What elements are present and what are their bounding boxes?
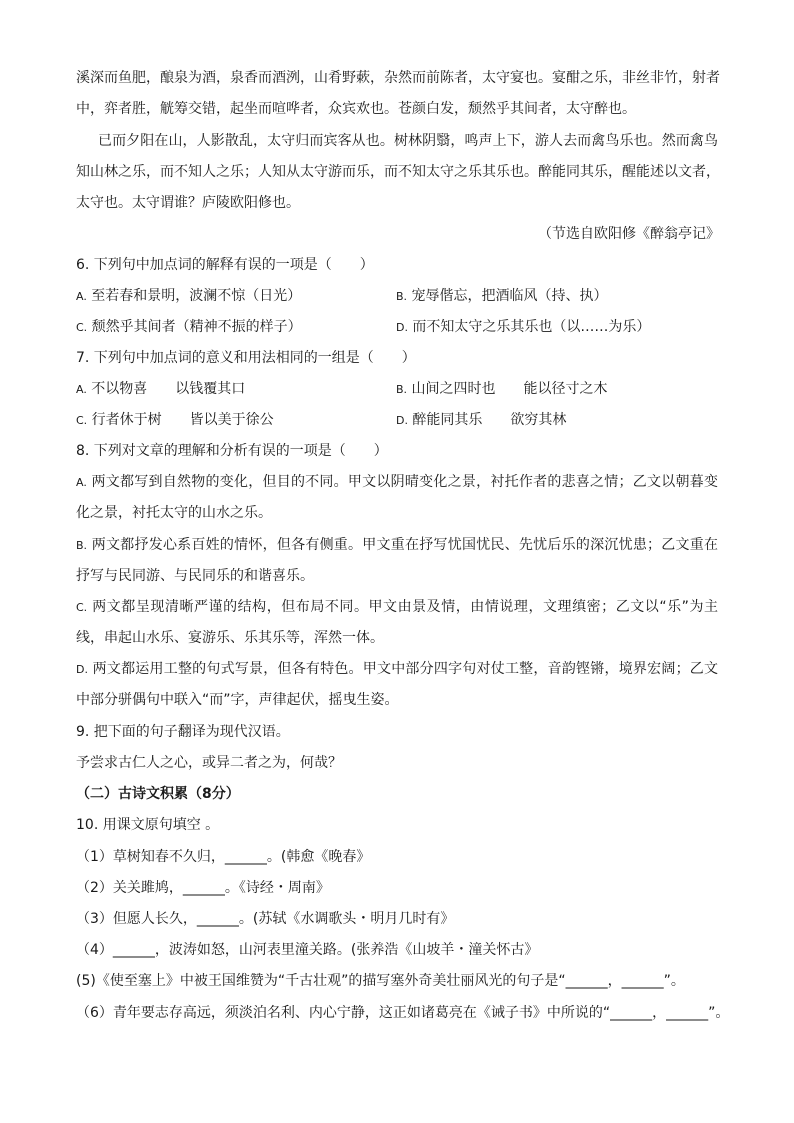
question-8-option-d-cont: 中部分骈偶句中联入“而”字，声律起伏，摇曳生姿。 (76, 692, 399, 708)
question-7-option-c (76, 410, 274, 431)
question-9-sentence: 予尝求古仁人之心，或异二者之为，何哉？ (76, 755, 342, 771)
question-7-option-d (396, 410, 566, 431)
option-letter: D. (396, 321, 408, 334)
question-6-option-d (396, 317, 650, 338)
question-10-stem: 10. 用课文原句填空 。 (76, 817, 220, 833)
question-10-item: （1）草树知春不久归，______。(韩愈《晚春》 (76, 849, 371, 865)
option-letter: D. (76, 663, 88, 676)
option-text: 山间之四时也 能以径寸之木 (411, 381, 608, 397)
question-8-stem: 8. 下列对文章的理解和分析有误的一项是（ ） (76, 443, 388, 459)
question-8-option-b-cont: 抒写与民同游、与民同乐的和谐喜乐。 (76, 568, 314, 584)
option-text: 宠辱偕忘，把酒临风（持、执） (411, 288, 608, 304)
option-text: 两文都呈现清晰严谨的结构，但布局不同。甲文由景及情，由情说理，文理缜密；乙文以“乐”为主 (92, 599, 718, 615)
question-10-item: （6）青年要志存高远，须淡泊名利、内心宁静，这正如诸葛亮在《诫子书》中所说的“______，______”。 (76, 1005, 730, 1021)
option-text: 颓然乎其间者（精神不振的样子） (91, 319, 302, 335)
question-8-option-b (76, 535, 718, 556)
question-10-item: （4）______，波涛如怒，山河表里潼关路。(张养浩《山坡羊・潼关怀古》 (76, 942, 539, 958)
option-letter: C. (76, 601, 88, 614)
question-9-stem: 9. 把下面的句子翻译为现代汉语。 (76, 724, 290, 740)
passage-line: 溪深而鱼肥，酿泉为酒，泉香而酒洌，山肴野蔌，杂然而前陈者，太守宴也。宴酣之乐，非丝非竹，射者 (76, 70, 720, 86)
question-8-option-a-cont: 化之景，衬托太守的山水之乐。 (76, 505, 272, 521)
option-text: 两文都运用工整的句式写景，但各有特色。甲文中部分四字句对仗工整，音韵铿锵，境界宏阔；乙文 (92, 661, 718, 677)
section-heading: （二）古诗文积累（8分） (76, 786, 240, 802)
passage-source: （节选自欧阳修《醉翁亭记》 (538, 226, 720, 242)
option-letter: B. (76, 539, 88, 552)
option-letter: C. (76, 414, 88, 427)
question-10-item: (5)《使至塞上》中被王国维赞为“千古壮观”的描写塞外奇美壮丽风光的句子是“______，______”。 (76, 973, 685, 989)
question-7-stem: 7. 下列句中加点词的意义和用法相同的一组是（ ） (76, 350, 416, 366)
question-8-option-c-cont: 线，串起山水乐、宴游乐、乐其乐等，浑然一体。 (76, 630, 384, 646)
question-6-stem: 6. 下列句中加点词的解释有误的一项是（ ） (76, 257, 374, 273)
passage-line: 知山林之乐，而不知人之乐；人知从太守游而乐，而不知太守之乐其乐也。醉能同其乐，醒能述以文者， (76, 164, 720, 180)
question-8-option-d (76, 659, 718, 680)
option-text: 两文都抒发心系百姓的情怀，但各有侧重。甲文重在抒写忧国忧民、先忧后乐的深沉忧患；乙文重在 (91, 537, 719, 553)
option-letter: B. (396, 383, 408, 396)
question-6-option-a (76, 286, 301, 307)
option-letter: A. (76, 290, 87, 303)
question-7-option-a (76, 379, 245, 400)
option-text: 行者休于树 皆以美于徐公 (91, 412, 274, 428)
question-6-option-b (396, 286, 608, 307)
question-6-option-c (76, 317, 302, 338)
option-text: 至若春和景明，波澜不惊（日光） (91, 288, 302, 304)
option-letter: D. (396, 414, 408, 427)
option-letter: A. (76, 476, 87, 489)
question-7-option-b (396, 379, 608, 400)
question-8-option-a (76, 472, 718, 493)
question-8-option-c (76, 597, 718, 618)
passage-line: 太守也。太守谓谁？庐陵欧阳修也。 (76, 195, 300, 211)
option-text: 而不知太守之乐其乐也（以……为乐） (412, 319, 651, 335)
option-letter: B. (396, 290, 408, 303)
option-letter: A. (76, 383, 87, 396)
question-10-item: （3）但愿人长久，______。(苏轼《水调歌头・明月几时有》 (76, 911, 455, 927)
option-text: 不以物喜 以钱覆其口 (91, 381, 246, 397)
option-text: 两文都写到自然物的变化，但目的不同。甲文以阴晴变化之景，衬托作者的悲喜之情；乙文以朝暮变 (91, 474, 719, 490)
passage-line: 中，弈者胜，觥筹交错，起坐而喧哗者，众宾欢也。苍颜白发，颓然乎其间者，太守醉也。 (76, 101, 636, 117)
option-text: 醉能同其乐 欲穷其林 (412, 412, 567, 428)
question-10-item: （2）关关雎鸠，______。《诗经・周南》 (76, 880, 330, 896)
passage-line: 已而夕阳在山，人影散乱，太守归而宾客从也。树林阴翳，鸣声上下，游人去而禽鸟乐也。然而禽鸟 (98, 133, 718, 149)
option-letter: C. (76, 321, 88, 334)
